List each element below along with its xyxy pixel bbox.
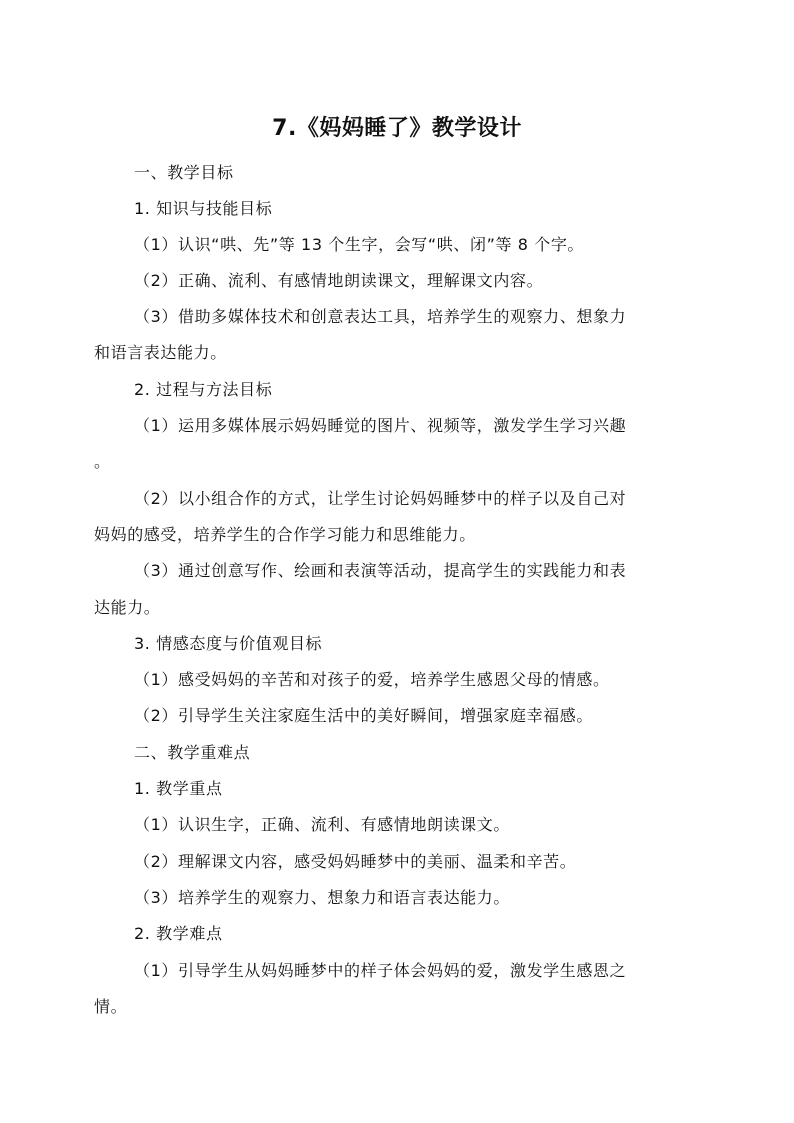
subheading-process-methods: 2. 过程与方法目标 xyxy=(134,380,273,399)
paragraph-line: （2）理解课文内容，感受妈妈睡梦中的美丽、温柔和辛苦。 xyxy=(134,852,577,871)
paragraph-line: （1）引导学生从妈妈睡梦中的样子体会妈妈的爱，激发学生感恩之 xyxy=(134,961,627,980)
subheading-teaching-focus: 1. 教学重点 xyxy=(134,779,223,798)
paragraph-line: （3）培养学生的观察力、想象力和语言表达能力。 xyxy=(134,888,510,907)
paragraph-line-continued: 和语言表达能力。 xyxy=(94,343,227,362)
paragraph-line-continued: 妈妈的感受，培养学生的合作学习能力和思维能力。 xyxy=(94,525,476,544)
section-heading-key-points: 二、教学重难点 xyxy=(134,743,251,762)
paragraph-line-continued: 达能力。 xyxy=(94,598,161,617)
paragraph-line-continued: 。 xyxy=(94,452,111,471)
paragraph-line: （1）认识“哄、先”等 13 个生字，会写“哄、闭”等 8 个字。 xyxy=(134,235,585,254)
subheading-teaching-difficulty: 2. 教学难点 xyxy=(134,924,223,943)
paragraph-line: （1）感受妈妈的辛苦和对孩子的爱，培养学生感恩父母的情感。 xyxy=(134,670,610,689)
document-title: 7.《妈妈睡了》教学设计 xyxy=(272,116,522,141)
paragraph-line: （1）认识生字，正确、流利、有感情地朗读课文。 xyxy=(134,815,510,834)
paragraph-line-continued: 情。 xyxy=(94,997,128,1016)
paragraph-line: （2）以小组合作的方式，让学生讨论妈妈睡梦中的样子以及自己对 xyxy=(134,489,627,508)
paragraph-line: （2）正确、流利、有感情地朗读课文，理解课文内容。 xyxy=(134,271,544,290)
subheading-emotion-values: 3. 情感态度与价值观目标 xyxy=(134,634,323,653)
paragraph-line: （2）引导学生关注家庭生活中的美好瞬间，增强家庭幸福感。 xyxy=(134,706,593,725)
section-heading-objectives: 一、教学目标 xyxy=(134,163,234,182)
paragraph-line: （3）借助多媒体技术和创意表达工具，培养学生的观察力、想象力 xyxy=(134,307,627,326)
paragraph-line: （3）通过创意写作、绘画和表演等活动，提高学生的实践能力和表 xyxy=(134,561,627,580)
paragraph-line: （1）运用多媒体展示妈妈睡觉的图片、视频等，激发学生学习兴趣 xyxy=(134,416,627,435)
subheading-knowledge-skills: 1. 知识与技能目标 xyxy=(134,199,273,218)
